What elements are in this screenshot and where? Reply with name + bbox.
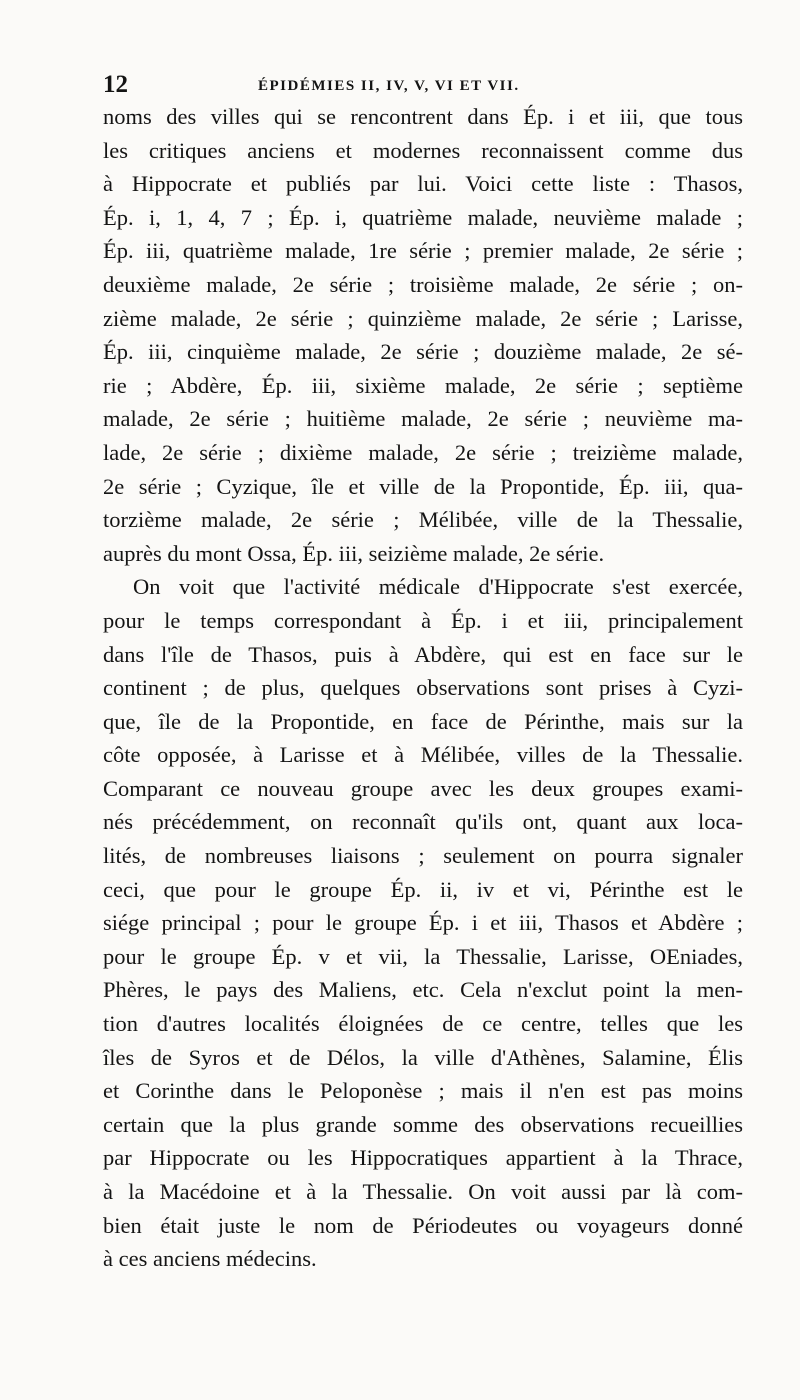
text-line: 2e série ; Cyzique, île et ville de la Propontide, Ép. iii, qua- <box>103 473 743 499</box>
text-line: dans l'île de Thasos, puis à Abdère, qui est en face sur le <box>103 641 743 667</box>
text-line: malade, 2e série ; huitième malade, 2e série ; neuvième ma- <box>103 406 743 432</box>
text-line: que, île de la Propontide, en face de Périnthe, mais sur la <box>103 708 743 734</box>
text-line: Comparant ce nouveau groupe avec les deux groupes exami- <box>103 775 743 801</box>
text-line: lités, de nombreuses liaisons ; seulement on pourra signaler <box>103 843 743 869</box>
text-line: Ép. iii, cinquième malade, 2e série ; douzième malade, 2e sé- <box>103 339 743 365</box>
text-line: torzième malade, 2e série ; Mélibée, ville de la Thessalie, <box>103 507 743 533</box>
text-line: certain que la plus grande somme des observations recueillies <box>103 1111 743 1137</box>
text-line: pour le groupe Ép. v et vii, la Thessalie, Larisse, OEniades, <box>103 943 743 969</box>
text-line: nés précédemment, on reconnaît qu'ils ont, quant aux loca- <box>103 809 743 835</box>
text-line: tion d'autres localités éloignées de ce centre, telles que les <box>103 1011 743 1037</box>
text-line: deuxième malade, 2e série ; troisième malade, 2e série ; on- <box>103 271 743 297</box>
text-line: les critiques anciens et modernes reconnaissent comme dus <box>103 137 743 163</box>
text-line: siége principal ; pour le groupe Ép. i et iii, Thasos et Abdère ; <box>103 910 743 936</box>
page-header <box>103 68 743 102</box>
body-text <box>103 100 743 1276</box>
text-line: Ép. iii, quatrième malade, 1re série ; premier malade, 2e série ; <box>103 238 743 264</box>
text-line: à ces anciens médecins. <box>103 1246 317 1272</box>
text-line: auprès du mont Ossa, Ép. iii, seizième malade, 2e série. <box>103 540 605 566</box>
text-line: à Hippocrate et publiés par lui. Voici cette liste : Thasos, <box>103 171 743 197</box>
paragraph-start-line: On voit que l'activité médicale d'Hippocrate s'est exercée, <box>133 574 743 600</box>
text-line: îles de Syros et de Délos, la ville d'Athènes, Salamine, Élis <box>103 1044 743 1070</box>
text-line: rie ; Abdère, Ép. iii, sixième malade, 2e série ; septième <box>103 372 743 398</box>
text-line: zième malade, 2e série ; quinzième malade, 2e série ; Larisse, <box>103 305 743 331</box>
text-line: noms des villes qui se rencontrent dans Ép. i et iii, que tous <box>103 104 743 129</box>
text-line: lade, 2e série ; dixième malade, 2e série ; treizième malade, <box>103 439 743 465</box>
page-number: 12 <box>103 71 128 98</box>
text-line: à la Macédoine et à la Thessalie. On voit aussi par là com- <box>103 1179 743 1204</box>
text-line: Ép. i, 1, 4, 7 ; Ép. i, quatrième malade, neuvième malade ; <box>103 204 743 230</box>
text-line: côte opposée, à Larisse et à Mélibée, villes de la Thessalie. <box>103 742 743 768</box>
text-line: Phères, le pays des Maliens, etc. Cela n'exclut point la men- <box>103 977 743 1003</box>
text-line: par Hippocrate ou les Hippocratiques appartient à la Thrace, <box>103 1145 743 1171</box>
text-line: bien était juste le nom de Périodeutes ou voyageurs donné <box>103 1212 743 1238</box>
text-line: pour le temps correspondant à Ép. i et iii, principalement <box>103 607 743 633</box>
text-line: et Corinthe dans le Peloponèse ; mais il n'en est pas moins <box>103 1078 743 1104</box>
text-line: continent ; de plus, quelques observations sont prises à Cyzi- <box>103 675 743 701</box>
running-head: ÉPIDÉMIES II, IV, V, VI ET VII. <box>258 78 520 94</box>
text-line: ceci, que pour le groupe Ép. ii, iv et vi, Périnthe est le <box>103 876 743 902</box>
